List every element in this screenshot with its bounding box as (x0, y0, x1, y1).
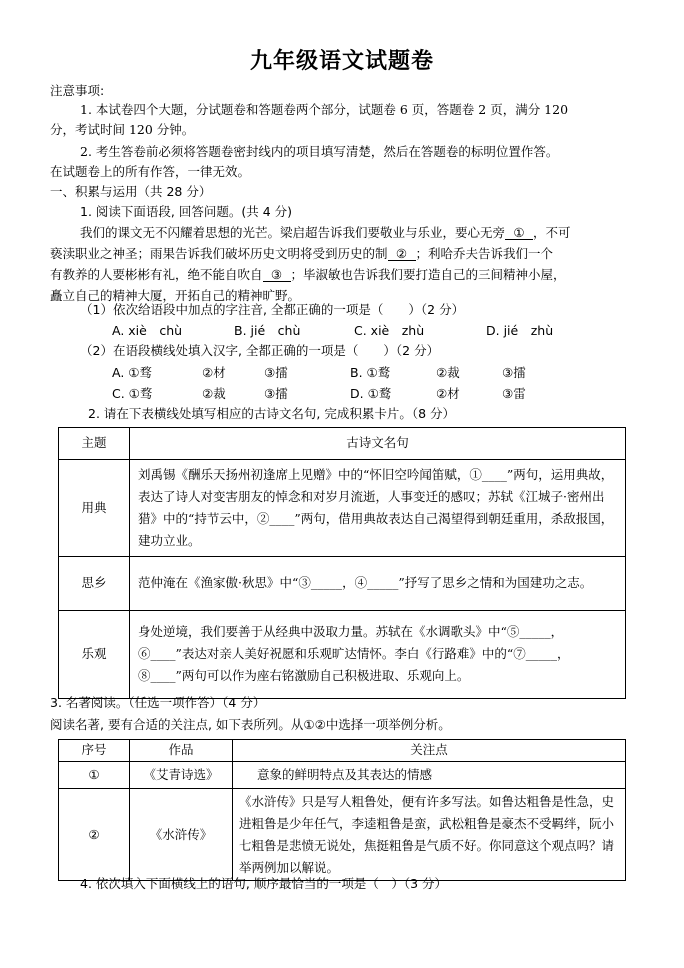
option-d-3: ③雷 (502, 386, 526, 401)
option-a-3: ③擂 (264, 365, 288, 380)
notice-item-2: 2. 考生答卷前必须将答题卷密封线内的项目填写清楚，然后在答题卷的标明位置作答。 (80, 144, 559, 159)
subquestion-2-options-row-2 (112, 385, 526, 403)
notice-item-1-cont: 分，考试时间 120 分钟。 (50, 122, 195, 137)
table-row (59, 762, 626, 789)
table-row (59, 556, 626, 610)
row-work: 《水浒传》 (130, 788, 233, 881)
row-focus: 《水浒传》只是写人粗鲁处，便有许多写法。如鲁达粗鲁是性急，史进粗鲁是少年任气，李逵粗鲁是蛮，武松粗鲁是豪杰不受羁绊，阮小七粗鲁是悲愤无说处，焦挺粗鲁是气质不好。你同意这个观点吗？请举两例加以解说。 (233, 788, 626, 881)
quote-cell[interactable]: 身处逆境，我们要善于从经典中汲取力量。苏轼在《水调歌头》中“⑤_____，⑥____”表达对亲人美好祝愿和乐观旷达情怀。李白《行路难》中的“⑦_____，⑧____”两句可以作为座右铭激励自己积极进取、乐观向上。 (130, 610, 626, 698)
option-b[interactable]: B. ①鹜 (350, 365, 391, 380)
passage-line-4: 矗立自己的精神大厦，开拓自己的精神旷野。 (50, 288, 301, 303)
subquestion-2-options-row-1 (112, 364, 526, 382)
table-row (59, 788, 626, 881)
header-quote: 古诗文名句 (130, 428, 626, 460)
subquestion-1: （1）依次给语段中加点的字注音, 全都正确的一项是（ ）（2 分） (80, 302, 465, 317)
blank-2: ② (388, 247, 416, 261)
passage-line-2 (50, 245, 640, 263)
passage-text: ，不可 (533, 225, 571, 240)
blank-3: ③ (263, 268, 291, 282)
theme-cell: 乐观 (59, 610, 130, 698)
header-focus: 关注点 (233, 740, 626, 762)
quote-card-table (58, 427, 626, 699)
classics-table (58, 739, 626, 881)
passage-text: 有教养的人要彬彬有礼，绝不能自吹自 (50, 267, 263, 282)
quote-cell[interactable]: 范仲淹在《渔家傲·秋思》中“③_____，④_____”抒写了思乡之情和为国建功之志。 (130, 556, 626, 610)
header-work: 作品 (130, 740, 233, 762)
option-a[interactable]: A. xiè chù (112, 323, 183, 338)
section-heading: 一、积累与运用（共 28 分） (50, 184, 212, 199)
passage-text: 我们的课文无不闪耀着思想的光芒。梁启超告诉我们要敬业与乐业，要心无旁 (80, 225, 506, 240)
table-header-row (59, 740, 626, 762)
page-title: 九年级语文试题卷 (249, 48, 434, 74)
option-b-3: ③擂 (502, 365, 526, 380)
question-3-prompt: 3. 名著阅读。（任选一项作答）（4 分） (50, 695, 266, 710)
option-d[interactable]: D. ①鹜 (350, 386, 392, 401)
subquestion-1-options (112, 322, 553, 340)
option-c-2: ②裁 (202, 386, 226, 401)
theme-cell: 用典 (59, 460, 130, 557)
notice-heading: 注意事项: (50, 83, 105, 98)
option-d[interactable]: D. jié zhù (486, 323, 554, 338)
header-theme: 主题 (59, 428, 130, 460)
row-no: ② (59, 788, 130, 881)
option-a-2: ②材 (202, 365, 226, 380)
subquestion-2: （2）在语段横线处填入汉字, 全都正确的一项是（ ）（2 分） (80, 343, 440, 358)
row-work: 《艾青诗选》 (130, 762, 233, 789)
question-1-prompt: 1. 阅读下面语段, 回答问题。(共 4 分) (80, 204, 293, 219)
passage-text: 亵渎职业之神圣；雨果告诉我们破坏历史文明将受到历史的制 (50, 246, 388, 261)
table-header-row (59, 428, 626, 460)
table-row (59, 460, 626, 557)
row-no: ① (59, 762, 130, 789)
blank-1: ① (505, 226, 533, 240)
question-3-intro: 阅读名著, 要有合适的关注点, 如下表所列。从①②中选择一项举例分析。 (50, 717, 451, 732)
passage-text: ；毕淑敏也告诉我们要打造自己的三间精神小屋， (290, 267, 566, 282)
option-a[interactable]: A. ①骛 (112, 365, 152, 380)
header-no: 序号 (59, 740, 130, 762)
option-b[interactable]: B. jié chù (234, 323, 301, 338)
table-row (59, 610, 626, 698)
question-4-prompt: 4. 依次填入下面横线上的语句, 顺序最恰当的一项是（ ）（3 分） (80, 876, 448, 891)
passage-text: ；利哈乔夫告诉我们一个 (415, 246, 554, 261)
question-2-prompt: 2. 请在下表横线处填写相应的古诗文名句, 完成积累卡片。（8 分） (88, 406, 456, 421)
option-b-2: ②裁 (436, 365, 460, 380)
quote-cell[interactable]: 刘禹锡《酬乐天扬州初逢席上见赠》中的“怀旧空吟闻笛赋，①____”两句，运用典故，表达了诗人对变害朋友的悼念和对岁月流逝，人事变迁的感叹；苏轼《江城子·密州出猎》中的“持节云中，②____”两句，借用典故表达自己渴望得到朝廷重用，杀敌报国，建功立业。 (130, 460, 626, 557)
option-c[interactable]: C. ①骛 (112, 386, 153, 401)
passage-line-3 (50, 266, 640, 284)
passage-line-1 (80, 224, 640, 242)
option-d-2: ②材 (436, 386, 460, 401)
notice-item-1: 1. 本试卷四个大题，分试题卷和答题卷两个部分，试题卷 6 页，答题卷 2 页，满分 120 (80, 102, 569, 117)
row-focus: 意象的鲜明特点及其表达的情感 (233, 762, 626, 789)
option-c-3: ③擂 (264, 386, 288, 401)
theme-cell: 思乡 (59, 556, 130, 610)
option-c[interactable]: C. xiè zhù (354, 323, 425, 338)
notice-item-2-cont: 在试题卷上的所有作答，一律无效。 (50, 164, 251, 179)
